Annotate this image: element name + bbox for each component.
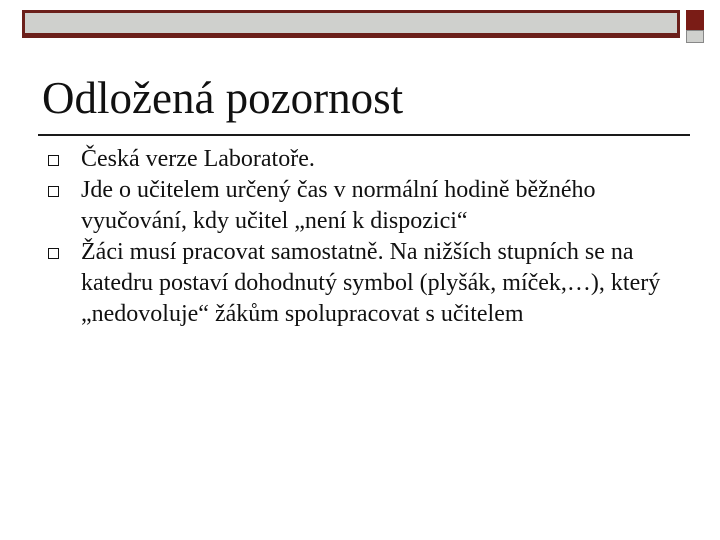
bullet-text: Česká verze Laboratoře. <box>81 146 315 172</box>
bullet-list <box>42 144 682 330</box>
corner-accent-block-light <box>686 30 704 43</box>
bullet-item <box>42 144 682 175</box>
bullet-item <box>42 175 682 237</box>
slide-title: Odložená pozornost <box>42 73 404 123</box>
bullet-item <box>42 237 682 330</box>
bullet-text: Jde o učitelem určený čas v normální hodině běžného vyučování, kdy učitel „není k dispozici“ <box>81 177 596 234</box>
corner-accent-block <box>686 10 704 30</box>
bullet-text: Žáci musí pracovat samostatně. Na nižších stupních se na katedru postaví dohodnutý symbol (plyšák, míček,…), který „nedovoluje“ žákům spolupracovat s učitelem <box>81 239 661 327</box>
square-bullet-icon <box>48 248 59 259</box>
square-bullet-icon <box>48 186 59 197</box>
title-divider <box>38 134 690 136</box>
square-bullet-icon <box>48 155 59 166</box>
top-decorative-bar <box>22 10 680 38</box>
